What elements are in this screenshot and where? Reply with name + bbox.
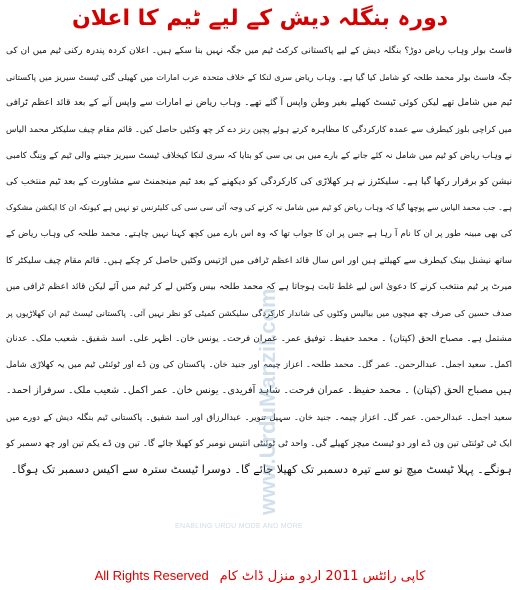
watermark-caption: ENABLING URDU MODE AND MORE [175,523,303,530]
article-line: ٹیم میں شامل تھے لیکن کوئی ٹیسٹ کھیلے بغیر وطن واپس آ گئے تھے۔ وہاب ریاض نے امارات سے واپس آنے کے بعد قائد اعظم ٹرافی [6,98,512,109]
article-line: میرٹ پر ٹیم منتخب کرنے کا دعویٰ اس لیے غلط ثابت ہوجاتا ہے کہ محمد طلحہ بیس وکٹیں لے کر ٹیم میں آئے لیکن قائد اعظم ٹرافی میں [6,281,512,292]
article-line: مشتمل ہے۔ مصباح الحق (کپتان) ۔ محمد حفیظ۔ توفیق عمر۔ عمران فرحت۔ یونس خان۔ اظہر علی۔ اسد شفیق۔ شعیب ملک۔ عدنان [6,334,512,345]
article-line: نے وہاب ریاض کو ٹیم میں شامل نہ کئے جانے کے بارے میں بی بی سی کو بتایا کہ سری لنکا کیخلاف ٹیسٹ سیریز جیتنے والی ٹیم کے ونِنگ کامبی [6,150,512,161]
article-line: جگہ فاسٹ بولر محمد طلحہ کو شامل کیا گیا ہے۔ وہاب ریاض سری لنکا کے خلاف متحدہ عرب امارات میں کھیلی گئی ٹیسٹ سیریز میں پاکستانی [6,72,512,83]
copyright-english: All Rights Reserved [94,568,209,583]
article-body [6,38,512,483]
article-line: ہیں مصباح الحق (کپتان) ۔ محمد حفیظ۔ عمران فرحت۔ شاہد آفریدی۔ یونس خان۔ عمر اکمل۔ شعیب ملک۔ سرفراز احمد۔ [6,385,512,397]
footer [0,565,520,584]
article-line: میں کراچی بلوز کیطرف سے عمدہ کارکردگی کا مظاہرہ کرتے ہوئے پچپن رنز دے کر چھ وکٹیں حاصل کیں۔ قائم مقام چیف سلیکٹر محمد الیاس [6,124,512,135]
article-line: ایک ٹی ٹوئنٹی تین ون ڈے اور دو ٹیسٹ میچز کھیلے گی۔ واحد ٹی ٹوئنٹی انتیس نومبر کو کھیلا جائے گا۔ تین ون ڈے یکم تین اور چھ دسمبر کو [6,438,512,449]
page-title-container [0,6,520,31]
article-line: ہونگے۔ پہلا ٹیسٹ میچ نو سے تیرہ دسمبر تک کھیلا جائے گا۔ دوسرا ٹیسٹ سترہ سے اکیس دسمبر تک ہوگا۔ [10,463,512,476]
article-line: صدف حسین کی صرف چھ میچوں میں بیالیس وکٹوں کی شاندار کارکردگی سلیکشن کمیٹی کو نظر نہیں آئی۔ پاکستانی ٹیسٹ ٹیم ان کھلاڑیوں پر [6,307,512,318]
article-line: ہے۔ جب محمد الیاس سے پوچھا گیا کہ وہاب ریاض کو ٹیم میں شامل نہ کرنے کی وجہ آئی سی سی کی کلیئرنس تو نہیں ہے کیونکہ ان کا ایکشن مشکوک [6,203,512,213]
copyright-urdu: کاپی رائٹس 2011 اردو منزل ڈاٹ کام [219,569,426,584]
article-line: کی بھی مبینہ طور پر ان کا نام آ رہا ہے جس پر ان کا جواب تھا کہ وہ اس بارے میں کچھ کہنا نہیں چاہتے۔ محمد طلحہ کی وہاب ریاض کے [6,229,512,240]
article-line: ساتھ نیشنل بینک کیطرف سے کھیلتے ہیں اور اس سال قائد اعظم ٹرافی میں اڑتیس وکٹیں حاصل کر چکے ہیں۔ قائم مقام چیف سلیکٹر کا [6,255,512,266]
copyright-notice [95,568,426,584]
watermark-text: www.UrduManzil.com [255,288,280,515]
article-line: فاسٹ بولر وہاب ریاض دوڑ؟ بنگلہ دیش کے لیے پاکستانی کرکٹ ٹیم میں جگہ نہیں بنا سکے ہیں۔ اعلان کردہ پندرہ رکنی ٹیم میں ان کی [6,46,512,56]
page-title: دورہ بنگلہ دیش کے لیے ٹیم کا اعلان [71,6,449,31]
article-line: نیشن کو برقرار رکھا گیا ہے۔ سلیکٹرز نے ہر کھلاڑی کی کارکردگی کو دیکھنے کے بعد ٹیم مینجمنٹ سے مشاورت کے بعد ٹیم منتخب کی [6,176,512,187]
article-line: اکمل۔ سعید اجمل۔ عبدالرحمن۔ عمر گل۔ محمد طلحہ۔ اعزاز چیمہ اور جنید خان۔ پاکستان کی ون ڈے اور ٹوئنٹی ٹیم میں یہ کھلاڑی شامل [6,360,512,371]
article-line: سعید اجمل۔ عبدالرحمن۔ عمر گل۔ اعزاز چیمہ۔ جنید خان۔ سہیل تنویر۔ عبدالرزاق اور اسد شفیق۔ پاکستانی ٹیم بنگلہ دیش کے دورے میں [6,412,512,423]
